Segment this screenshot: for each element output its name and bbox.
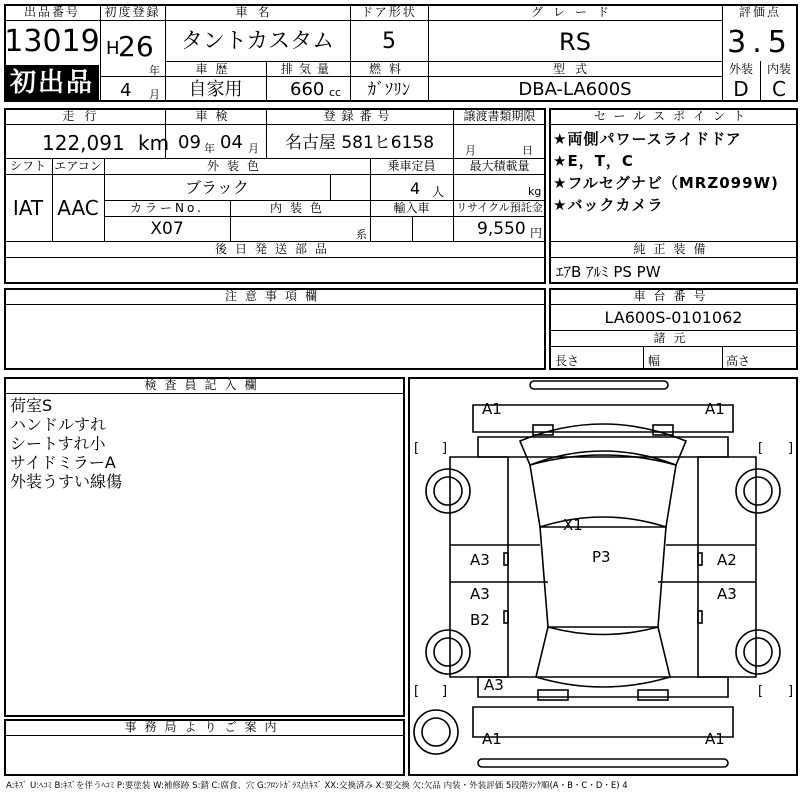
bracket-right-top: [ bbox=[758, 441, 764, 456]
damage-mark: A1 bbox=[482, 400, 502, 418]
roof bbox=[540, 527, 666, 627]
right-rear-door-handle bbox=[698, 611, 702, 623]
capacity-label: 乗車定員 bbox=[387, 159, 436, 173]
front-bumper-bar bbox=[530, 381, 668, 389]
damage-mark: A1 bbox=[705, 730, 725, 748]
damage-mark: P3 bbox=[592, 548, 611, 566]
wheel-front-right bbox=[736, 469, 780, 513]
spare-wheel-hub bbox=[422, 718, 450, 746]
model-label: 型式 bbox=[552, 62, 597, 76]
spare-wheel bbox=[414, 710, 458, 754]
color-no-label: カラーNo. bbox=[130, 201, 204, 215]
dimensions-label: 諸元 bbox=[653, 331, 694, 345]
bracket-right-bottom: [ bbox=[758, 684, 764, 699]
bracket-left-top-close: ] bbox=[442, 441, 448, 456]
exterior-color-value: ブラック bbox=[185, 178, 249, 197]
sales-point-item: ★フルセグナビ（MRZ099W) bbox=[553, 174, 779, 192]
right-door-handle bbox=[698, 553, 702, 565]
sales-points-list bbox=[553, 128, 797, 216]
registration-month: 4 bbox=[120, 80, 132, 101]
left-door-handle bbox=[504, 553, 508, 565]
transfer-label: 譲渡書類期限 bbox=[463, 109, 536, 123]
chassis-label: 車台番号 bbox=[633, 289, 714, 303]
mileage-value: 122,091 bbox=[42, 131, 125, 155]
recycle-value: 9,550 bbox=[477, 219, 526, 239]
damage-mark: X1 bbox=[563, 516, 583, 534]
hood-front bbox=[478, 437, 728, 457]
displacement-unit: cc bbox=[329, 86, 342, 99]
displacement-label: 排気量 bbox=[280, 62, 335, 76]
transfer-day-unit: 日 bbox=[522, 144, 533, 157]
bracket-left-top: [ bbox=[414, 441, 420, 456]
sales-points-label: セールスポイント bbox=[594, 109, 753, 123]
chassis-value: LA600S-0101062 bbox=[604, 308, 743, 327]
damage-mark: A1 bbox=[705, 400, 725, 418]
inspector-note-line: シートすれ小 bbox=[10, 434, 106, 453]
sales-point-item: ★バックカメラ bbox=[553, 196, 664, 214]
registration-label: 初度登録 bbox=[104, 5, 161, 19]
plate-label: 登録番号 bbox=[323, 109, 396, 123]
recycle-unit: 円 bbox=[530, 226, 543, 240]
aircon-value: AAC bbox=[57, 196, 99, 220]
car-diagram bbox=[408, 377, 798, 776]
displacement-value: 660 bbox=[290, 79, 325, 100]
inspector-notes bbox=[10, 396, 400, 491]
rear-bumper-bar bbox=[478, 759, 728, 767]
first-listing-text: 初出品 bbox=[9, 68, 94, 98]
sales-point-item: ★両側パワースライドドア bbox=[553, 130, 742, 148]
rear-bumper bbox=[473, 707, 733, 737]
interior-score-label: 内装 bbox=[766, 62, 791, 76]
history-label: 車歴 bbox=[195, 62, 236, 76]
registration-year-unit: 年 bbox=[149, 64, 160, 77]
office-label: 事務局よりご案内 bbox=[124, 720, 285, 734]
bracket-left-bottom: [ bbox=[414, 684, 420, 699]
aircon-label: エアコン bbox=[54, 159, 102, 173]
registration-era: H bbox=[106, 38, 120, 59]
wheel-front-left-hub bbox=[434, 477, 462, 505]
inspection-month-unit: 月 bbox=[248, 142, 259, 155]
cautions-label: 注意事項欄 bbox=[224, 289, 325, 303]
later-parts-label: 後日発送部品 bbox=[214, 242, 335, 256]
bracket-right-top-close: ] bbox=[788, 441, 794, 456]
wheel-rear-right bbox=[736, 630, 780, 674]
transfer-month-unit: 月 bbox=[465, 144, 476, 157]
damage-legend: A:ｷｽﾞ U:ﾍｺﾐ B:ｷｽﾞを伴うﾍｺﾐ P:要塗装 W:補修跡 S:錆 C:腐食、穴 G:ﾌﾛﾝﾄｶﾞﾗｽ点ｷｽﾞ XX:交換済み X:要交換 欠:欠品 内装・外装評価 5段階ﾗﾝｸ順(A・B・C・D・E) 4 bbox=[6, 781, 628, 791]
dimension-height-label: 高さ bbox=[726, 354, 751, 368]
inspection-year: 09 bbox=[178, 132, 201, 153]
model-value: DBA-LA600S bbox=[518, 79, 632, 100]
taillight-left bbox=[538, 690, 568, 700]
damage-mark: A3 bbox=[484, 676, 504, 694]
fuel-label: 燃料 bbox=[368, 62, 409, 76]
max-load-label: 最大積載量 bbox=[469, 159, 530, 173]
doors-value: 5 bbox=[382, 29, 396, 54]
inspection-month: 04 bbox=[220, 132, 243, 153]
score-value: 3.5 bbox=[727, 25, 793, 60]
plate-value: 名古屋 581ヒ6158 bbox=[284, 133, 435, 153]
max-load-unit: kg bbox=[528, 185, 542, 198]
score-label: 評価点 bbox=[738, 5, 781, 19]
import-label: 輸入車 bbox=[393, 201, 430, 215]
mileage-unit: km bbox=[138, 131, 170, 155]
wheel-front-right-hub bbox=[744, 477, 772, 505]
damage-mark: A3 bbox=[470, 551, 490, 569]
inspector-label: 検査員記入欄 bbox=[144, 378, 265, 392]
capacity-value: 4 bbox=[410, 179, 421, 198]
dimension-width-label: 幅 bbox=[648, 354, 661, 368]
genuine-value: ｴｱB ｱﾙﾐ PS PW bbox=[556, 263, 661, 281]
exterior-score-label: 外装 bbox=[728, 62, 753, 76]
exterior-color-label: 外装色 bbox=[206, 159, 267, 173]
doors-label: ドア形状 bbox=[361, 5, 417, 19]
inspector-note-line: 荷室S bbox=[10, 396, 53, 415]
mileage-label: 走行 bbox=[62, 109, 107, 123]
exterior-score-value: D bbox=[733, 77, 749, 101]
damage-mark: A1 bbox=[482, 730, 502, 748]
wheel-rear-left bbox=[426, 630, 470, 674]
registration-month-unit: 月 bbox=[149, 88, 160, 101]
fuel-value: ｶﾞｿﾘﾝ bbox=[367, 80, 411, 100]
rear-window bbox=[536, 627, 670, 687]
wheel-rear-left-hub bbox=[434, 638, 462, 666]
inspector-note-line: 外装うすい線傷 bbox=[10, 472, 123, 491]
taillight-right bbox=[638, 690, 668, 700]
car-name-label: 車名 bbox=[235, 5, 280, 19]
wheel-rear-right-hub bbox=[744, 638, 772, 666]
sales-point-item: ★E，T，C bbox=[553, 152, 634, 170]
interior-color-label: 内装色 bbox=[269, 201, 330, 215]
windshield bbox=[530, 451, 676, 527]
interior-score-value: C bbox=[772, 77, 786, 101]
inspection-label: 車検 bbox=[195, 109, 236, 123]
color-no-value: X07 bbox=[150, 219, 184, 239]
damage-mark: A2 bbox=[717, 551, 737, 569]
shift-label: シフト bbox=[9, 159, 46, 173]
front-panel bbox=[473, 405, 733, 432]
grade-label: グレード bbox=[530, 5, 619, 19]
damage-mark: A3 bbox=[717, 585, 737, 603]
inspector-note-line: ハンドルすれ bbox=[10, 415, 107, 434]
lot-label: 出品番号 bbox=[23, 5, 80, 19]
history-value: 自家用 bbox=[188, 79, 243, 100]
damage-mark: A3 bbox=[470, 585, 490, 603]
left-rear-door-handle bbox=[504, 611, 508, 623]
interior-color-unit: 系 bbox=[356, 228, 367, 241]
genuine-label: 純正装備 bbox=[633, 242, 714, 256]
capacity-unit: 人 bbox=[432, 185, 445, 199]
damage-mark: B2 bbox=[470, 611, 490, 629]
registration-year: 26 bbox=[118, 30, 154, 63]
hood bbox=[520, 424, 686, 465]
shift-value: IAT bbox=[12, 196, 44, 220]
inspector-note-line: サイドミラーA bbox=[10, 453, 116, 472]
inspection-year-unit: 年 bbox=[204, 142, 215, 155]
grade-value: RS bbox=[559, 28, 591, 56]
car-name-value: タントカスタム bbox=[180, 29, 335, 54]
dimension-length-label: 長さ bbox=[555, 354, 580, 368]
wheel-front-left bbox=[426, 469, 470, 513]
recycle-label: リサイクル預託金 bbox=[456, 201, 543, 214]
bracket-left-bottom-close: ] bbox=[442, 684, 448, 699]
lot-number: 13019 bbox=[4, 24, 100, 59]
bracket-right-bottom-close: ] bbox=[788, 684, 794, 699]
